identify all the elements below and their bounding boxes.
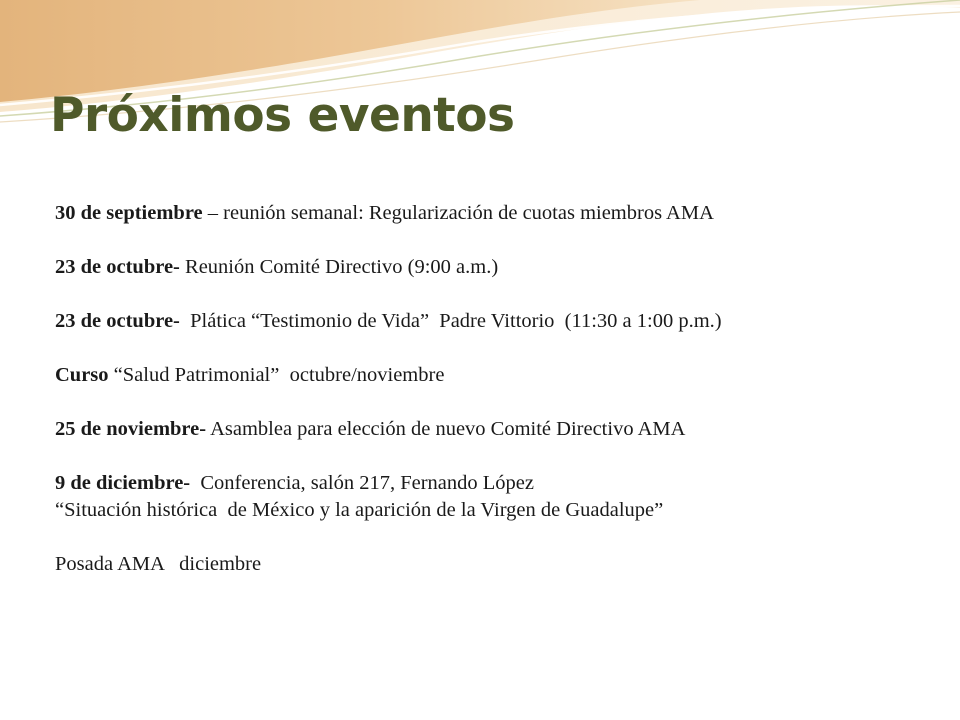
event-subtitle: “Situación histórica de México y la aparición de la Virgen de Guadalupe” bbox=[55, 499, 664, 521]
event-description: Plática “Testimonio de Vida” Padre Vittorio (11:30 a 1:00 p.m.) bbox=[179, 310, 722, 332]
events-list bbox=[55, 200, 935, 605]
event-description: “Salud Patrimonial” octubre/noviembre bbox=[108, 364, 445, 386]
event-item bbox=[55, 362, 935, 389]
event-description: – reunión semanal: Regularización de cuotas miembros AMA bbox=[202, 202, 714, 224]
event-item bbox=[55, 200, 935, 227]
event-date-label: 25 de noviembre- bbox=[55, 418, 207, 440]
event-description: Conferencia, salón 217, Fernando López bbox=[190, 472, 534, 494]
event-date-label: 23 de octubre- bbox=[55, 256, 180, 278]
event-date-label: 23 de octubre- bbox=[55, 310, 180, 332]
event-description: Asamblea para elección de nuevo Comité Directivo AMA bbox=[206, 418, 686, 440]
event-item bbox=[55, 551, 935, 578]
event-item bbox=[55, 416, 935, 443]
event-date-label: 9 de diciembre- bbox=[55, 472, 191, 494]
event-date-label: 30 de septiembre bbox=[55, 202, 203, 224]
page-title: Próximos eventos bbox=[50, 88, 515, 143]
event-item bbox=[55, 308, 935, 335]
event-description: Reunión Comité Directivo (9:00 a.m.) bbox=[179, 256, 499, 278]
event-date-label: Curso bbox=[55, 364, 109, 386]
event-description: Posada AMA diciembre bbox=[55, 553, 262, 575]
event-item bbox=[55, 470, 935, 524]
event-item bbox=[55, 254, 935, 281]
